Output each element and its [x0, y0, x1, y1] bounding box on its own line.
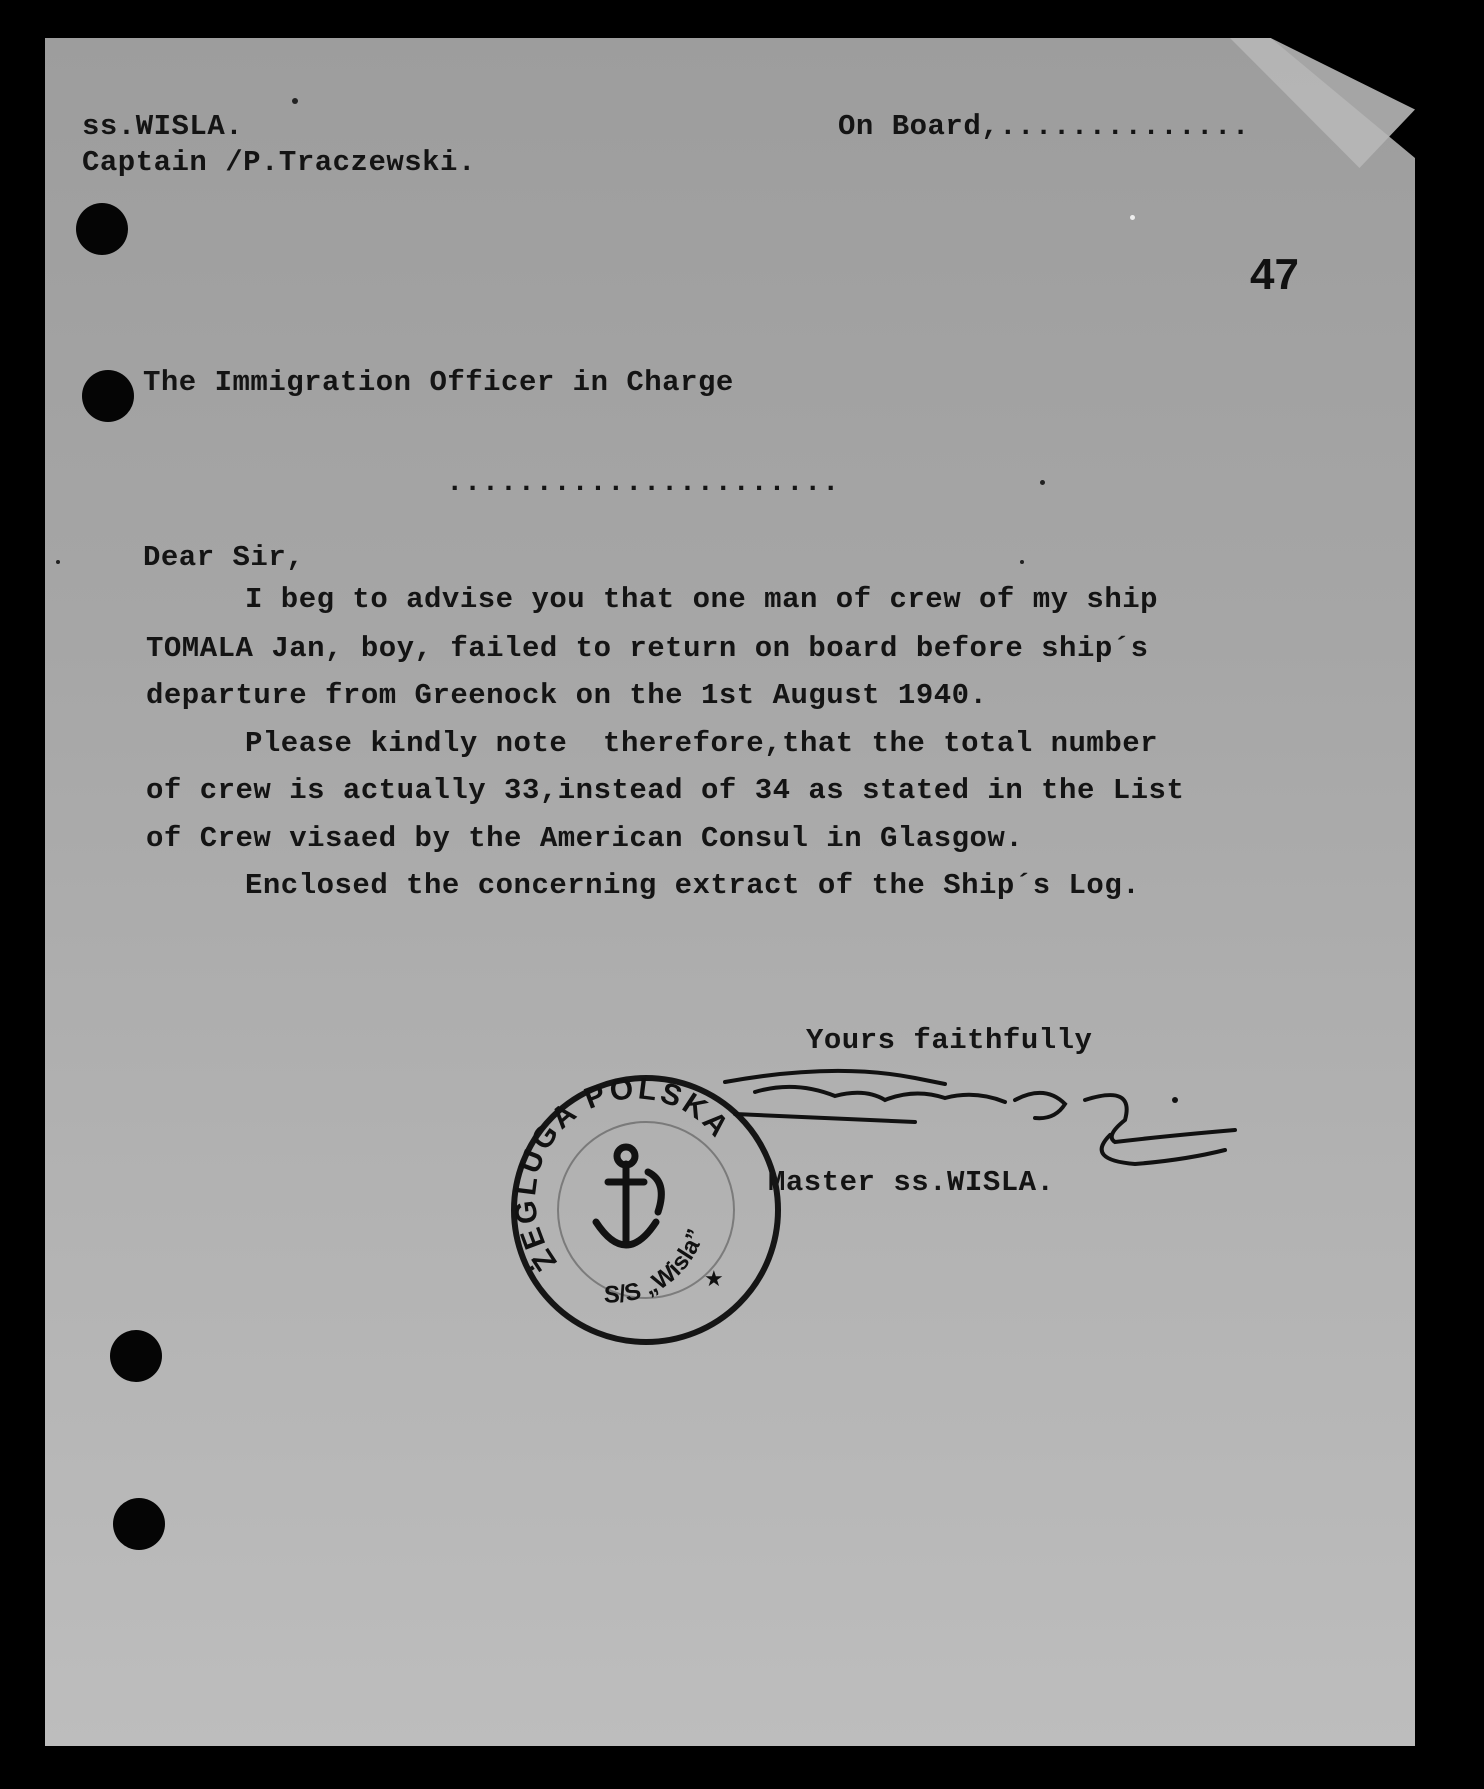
- speck: [292, 98, 298, 104]
- body-line: TOMALA Jan, boy, failed to return on board before ship´s: [146, 632, 1149, 665]
- body-line: Please kindly note therefore,that the total number: [245, 727, 1159, 760]
- svg-text:S/S „Wisla”: [604, 1226, 710, 1309]
- closing: Yours faithfully: [806, 1024, 1093, 1057]
- body-line: Enclosed the concerning extract of the Ship´s Log.: [245, 869, 1141, 902]
- punch-hole: [113, 1498, 165, 1550]
- speck: [56, 560, 60, 564]
- punch-hole: [110, 1330, 162, 1382]
- punch-hole: [76, 203, 128, 255]
- body-line: I beg to advise you that one man of crew of my ship: [245, 583, 1159, 616]
- speck: [1040, 480, 1045, 485]
- stamp-inner-text: S/S „Wisla”: [603, 1225, 710, 1309]
- anchor-emblem-icon: [596, 1147, 661, 1245]
- body-line: of Crew visaed by the American Consul in Glasgow.: [146, 822, 1024, 855]
- address-blank: ......................: [446, 466, 840, 499]
- salutation: Dear Sir,: [143, 541, 305, 574]
- speck: [1020, 560, 1024, 564]
- signatory: Master ss.WISLA.: [768, 1166, 1055, 1199]
- punch-hole: [82, 370, 134, 422]
- body-line: departure from Greenock on the 1st August 1940.: [146, 679, 988, 712]
- on-board-line: On Board,..............: [838, 110, 1250, 143]
- captain-signature: [715, 1060, 1245, 1200]
- star-icon: ★: [704, 1267, 724, 1292]
- stamp-outer-text: ŻEGLUGA POLSKA: [508, 1072, 737, 1277]
- body-line: of crew is actually 33,instead of 34 as stated in the List: [146, 774, 1185, 807]
- page-number: 47: [1250, 250, 1299, 299]
- captain-name: Captain /P.Traczewski.: [82, 146, 476, 179]
- ship-name: ss.WISLA.: [82, 110, 244, 143]
- recipient-line: The Immigration Officer in Charge: [143, 366, 734, 399]
- speck: [1130, 215, 1135, 220]
